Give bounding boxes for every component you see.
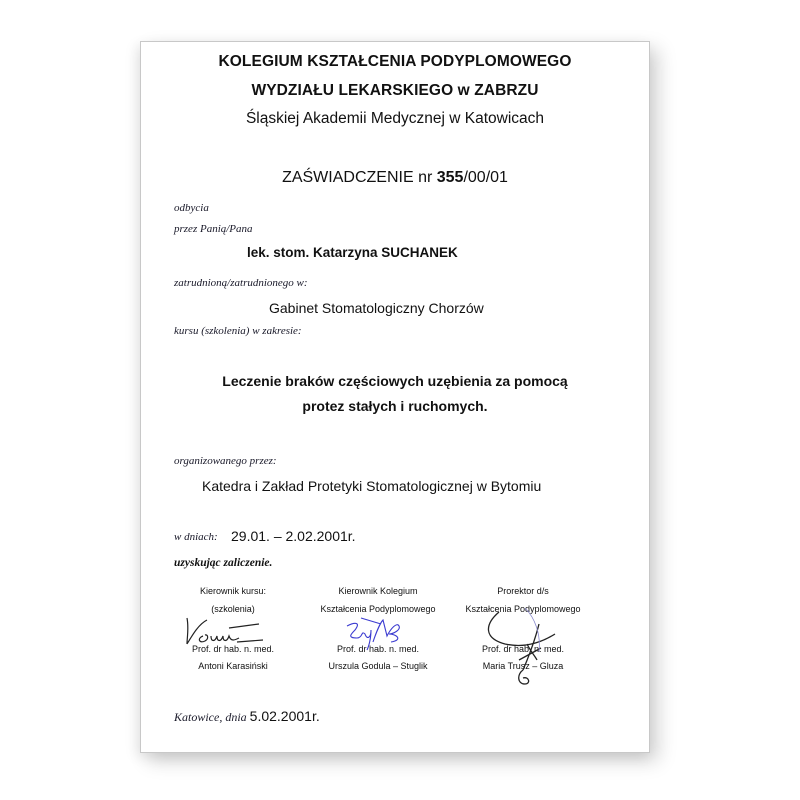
header-line-3: Śląskiej Akademii Medycznej w Katowicach bbox=[245, 110, 545, 127]
signature-karasinski bbox=[181, 614, 271, 648]
course-line-1: Leczenie braków częściowych uzębienia za pomocą bbox=[222, 373, 568, 389]
certificate-number: 355 bbox=[436, 169, 464, 186]
course-line-2: protez stałych i ruchomych. bbox=[302, 398, 488, 414]
signatory-1-role-line-1: Kierownik kursu: bbox=[199, 586, 267, 596]
footer-date: 5.02.2001r. bbox=[249, 708, 320, 724]
signatory-3-title: Prof. dr hab. n. med. bbox=[481, 644, 565, 654]
header-line-2: WYDZIAŁU LEKARSKIEGO w ZABRZU bbox=[251, 82, 539, 99]
signatory-2-role-line-1: Kierownik Kolegium bbox=[338, 586, 418, 596]
organizer: Katedra i Zakład Protetyki Stomatologicznej w Bytomiu bbox=[202, 478, 542, 494]
title-prefix: ZAŚWIADCZENIE nr bbox=[282, 169, 437, 186]
certificate-number-suffix: /00/01 bbox=[463, 169, 508, 186]
footer-place-date bbox=[174, 708, 320, 726]
signatory-3-role-line-1: Prorektor d/s bbox=[497, 586, 549, 596]
signature-godula-stuglik bbox=[341, 616, 411, 652]
signatory-2-role-line-2: Kształcenia Podyplomowego bbox=[320, 604, 436, 614]
label-course: kursu (szkolenia) w zakresie: bbox=[174, 325, 302, 337]
label-employed: zatrudnioną/zatrudnionego w: bbox=[174, 277, 308, 289]
label-dates: w dniach: bbox=[174, 531, 218, 543]
person-name: lek. stom. Katarzyna SUCHANEK bbox=[247, 245, 458, 260]
certificate-title bbox=[141, 169, 649, 187]
header-line-1: KOLEGIUM KSZTAŁCENIA PODYPLOMOWEGO bbox=[218, 53, 572, 70]
signatory-3-name: Maria Trusz – Gluza bbox=[482, 661, 564, 671]
signatory-1-role-line-2: (szkolenia) bbox=[211, 604, 255, 614]
signatory-1-title: Prof. dr hab. n. med. bbox=[191, 644, 275, 654]
signature-trusz-gluza bbox=[479, 604, 579, 694]
label-by: przez Panią/Pana bbox=[174, 223, 253, 235]
certificate-page bbox=[140, 41, 650, 753]
label-completion: odbycia bbox=[174, 202, 209, 214]
signatory-1-name: Antoni Karasiński bbox=[198, 661, 268, 671]
employer: Gabinet Stomatologiczny Chorzów bbox=[269, 300, 484, 316]
label-result: uzyskując zaliczenie. bbox=[174, 557, 273, 569]
footer-place-label: Katowice, dnia bbox=[174, 710, 250, 724]
label-organized: organizowanego przez: bbox=[174, 455, 277, 467]
signatory-2-name: Urszula Godula – Stuglik bbox=[328, 661, 428, 671]
signatory-3-role-line-2: Kształcenia Podyplomowego bbox=[465, 604, 581, 614]
signatory-2-title: Prof. dr hab. n. med. bbox=[336, 644, 420, 654]
course-dates: 29.01. – 2.02.2001r. bbox=[231, 528, 356, 544]
